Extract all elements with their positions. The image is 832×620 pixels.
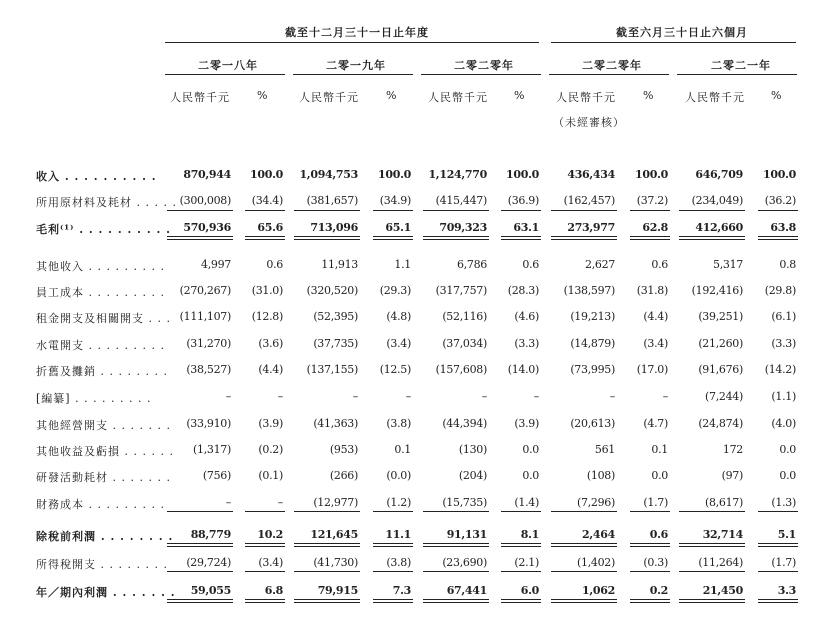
row-label: 水電開支 . . . . . . . . .: [36, 339, 165, 352]
total-rule: [167, 546, 233, 547]
table-cell: 870,944: [183, 168, 231, 181]
total-rule: [294, 602, 360, 603]
group-rule-year: [165, 42, 539, 43]
table-cell: (38,527): [186, 363, 231, 376]
table-cell: (28.3): [507, 284, 539, 297]
table-cell: 0.0: [779, 443, 796, 456]
total-rule: [501, 602, 541, 603]
row-label: 毛利⁽¹⁾ . . . . . . . . . .: [36, 223, 171, 236]
table-cell: 0.0: [651, 469, 668, 482]
table-cell: 65.1: [385, 221, 411, 234]
total-rule: [501, 543, 541, 544]
table-cell: (11,264): [698, 556, 743, 569]
total-rule: [423, 599, 489, 600]
currency-header: 人民幣千元: [685, 91, 745, 104]
subtotal-rule: [758, 210, 798, 211]
total-rule: [373, 239, 413, 240]
total-rule: [294, 543, 360, 544]
table-cell: (39,251): [698, 310, 743, 323]
group-header-year: 截至十二月三十一日止年度: [285, 26, 429, 39]
subtotal-rule: [423, 210, 489, 211]
table-cell: (1.1): [771, 390, 796, 403]
table-cell: (31,270): [186, 337, 231, 350]
row-label: 折舊及攤銷 . . . . . . . .: [36, 365, 168, 378]
table-cell: 6,786: [457, 258, 487, 271]
table-cell: (2.1): [514, 556, 539, 569]
subtotal-rule: [758, 511, 798, 512]
subtotal-rule: [294, 210, 360, 211]
subtotal-rule: [294, 571, 360, 572]
subtotal-rule: [758, 571, 798, 572]
subtotal-rule: [630, 210, 670, 211]
total-rule: [245, 239, 285, 240]
total-rule: [758, 602, 798, 603]
total-rule: [758, 599, 798, 600]
table-cell: (14.0): [507, 363, 539, 376]
subtotal-rule: [630, 571, 670, 572]
table-cell: –: [225, 496, 231, 509]
subtotal-rule: [167, 511, 233, 512]
row-label: 所用原材料及耗材 . . . . .: [36, 196, 177, 209]
table-cell: (756): [202, 469, 231, 482]
total-rule: [679, 546, 745, 547]
table-cell: 11.1: [385, 528, 411, 541]
table-cell: (41,363): [313, 417, 358, 430]
total-rule: [758, 239, 798, 240]
table-cell: (204): [458, 469, 487, 482]
year-header: 二零二零年: [582, 59, 642, 72]
table-cell: (0.0): [386, 469, 411, 482]
table-cell: (37.2): [636, 194, 668, 207]
table-cell: (91,676): [698, 363, 743, 376]
table-cell: (15,735): [442, 496, 487, 509]
currency-header: 人民幣千元: [299, 91, 359, 104]
table-cell: 1,062: [582, 584, 615, 597]
table-cell: (1.7): [771, 556, 796, 569]
table-cell: 0.1: [394, 443, 411, 456]
total-rule: [245, 546, 285, 547]
table-cell: 59,055: [190, 584, 231, 597]
table-cell: (108): [586, 469, 615, 482]
table-cell: (3.4): [643, 337, 668, 350]
table-cell: 5.1: [777, 528, 796, 541]
table-cell: 6.8: [264, 584, 283, 597]
table-cell: 0.0: [522, 443, 539, 456]
table-cell: (157,608): [435, 363, 487, 376]
table-cell: (4.0): [771, 417, 796, 430]
total-rule: [245, 599, 285, 600]
table-cell: (31.8): [636, 284, 668, 297]
total-rule: [167, 599, 233, 600]
table-cell: 3.3: [777, 584, 796, 597]
subtotal-rule: [551, 571, 617, 572]
table-cell: 412,660: [695, 221, 743, 234]
table-cell: (3.8): [386, 417, 411, 430]
subtotal-rule: [551, 210, 617, 211]
table-cell: (0.3): [643, 556, 668, 569]
table-cell: (4.6): [514, 310, 539, 323]
table-cell: 8.1: [520, 528, 539, 541]
table-cell: –: [609, 390, 615, 403]
total-rule: [630, 546, 670, 547]
table-cell: 6.0: [520, 584, 539, 597]
table-cell: 713,096: [310, 221, 358, 234]
total-rule: [373, 236, 413, 237]
table-cell: 0.1: [651, 443, 668, 456]
total-rule: [551, 543, 617, 544]
table-cell: (36.2): [764, 194, 796, 207]
row-label: 租金開支及相關開支 . . .: [36, 312, 171, 325]
table-cell: (4.4): [643, 310, 668, 323]
total-rule: [423, 546, 489, 547]
table-cell: 570,936: [183, 221, 231, 234]
table-cell: 11,913: [321, 258, 358, 271]
table-cell: (953): [329, 443, 358, 456]
subtotal-rule: [167, 571, 233, 572]
year-rule: [165, 74, 285, 75]
table-cell: –: [225, 390, 231, 403]
table-cell: (381,657): [306, 194, 358, 207]
table-cell: 709,323: [439, 221, 487, 234]
table-cell: 100.0: [635, 168, 668, 181]
year-rule: [293, 74, 413, 75]
row-label: [編纂] . . . . . . . . .: [36, 392, 152, 405]
total-rule: [167, 602, 233, 603]
table-cell: 67,441: [446, 584, 487, 597]
table-cell: –: [277, 390, 283, 403]
table-cell: 100.0: [506, 168, 539, 181]
row-label: 研發活動耗材 . . . . . . .: [36, 471, 171, 484]
table-cell: (138,597): [563, 284, 615, 297]
table-cell: 172: [722, 443, 743, 456]
subtotal-rule: [423, 571, 489, 572]
table-cell: 79,915: [317, 584, 358, 597]
total-rule: [423, 602, 489, 603]
table-cell: (3.9): [258, 417, 283, 430]
subtotal-rule: [373, 511, 413, 512]
table-cell: 4,997: [201, 258, 231, 271]
year-header: 二零一九年: [326, 59, 386, 72]
table-cell: (3.4): [258, 556, 283, 569]
table-cell: –: [662, 390, 668, 403]
pct-header: %: [386, 89, 398, 102]
table-cell: –: [277, 496, 283, 509]
table-cell: (415,447): [435, 194, 487, 207]
total-rule: [758, 236, 798, 237]
subtotal-rule: [501, 210, 541, 211]
table-cell: (7,244): [705, 390, 743, 403]
table-cell: 0.6: [649, 528, 668, 541]
table-cell: 1,094,753: [299, 168, 358, 181]
row-label: 其他經營開支 . . . . . . .: [36, 419, 171, 432]
subtotal-rule: [501, 571, 541, 572]
total-rule: [167, 239, 233, 240]
table-cell: 121,645: [310, 528, 358, 541]
table-cell: (34.4): [251, 194, 283, 207]
table-cell: (19,213): [570, 310, 615, 323]
table-cell: (137,155): [306, 363, 358, 376]
table-cell: (12.5): [379, 363, 411, 376]
table-cell: 0.6: [651, 258, 668, 271]
table-cell: (1.7): [643, 496, 668, 509]
table-cell: 91,131: [446, 528, 487, 541]
currency-header: 人民幣千元: [428, 91, 488, 104]
table-cell: (3.8): [386, 556, 411, 569]
table-cell: (3.3): [514, 337, 539, 350]
total-rule: [423, 239, 489, 240]
table-cell: 0.6: [266, 258, 283, 271]
table-cell: 0.2: [649, 584, 668, 597]
subtotal-rule: [167, 210, 233, 211]
year-rule: [549, 74, 669, 75]
total-rule: [679, 239, 745, 240]
table-cell: 0.0: [522, 469, 539, 482]
table-cell: (234,049): [691, 194, 743, 207]
table-cell: 273,977: [567, 221, 615, 234]
table-cell: 21,450: [702, 584, 743, 597]
table-cell: 65.6: [257, 221, 283, 234]
table-cell: (73,995): [570, 363, 615, 376]
table-cell: (14,879): [570, 337, 615, 350]
total-rule: [245, 236, 285, 237]
subtotal-rule: [373, 571, 413, 572]
subtotal-rule: [679, 571, 745, 572]
table-cell: 0.0: [779, 469, 796, 482]
subtotal-rule: [551, 511, 617, 512]
table-cell: (266): [329, 469, 358, 482]
table-cell: –: [352, 390, 358, 403]
table-cell: (1,402): [577, 556, 615, 569]
table-cell: (162,457): [563, 194, 615, 207]
table-cell: 100.0: [250, 168, 283, 181]
table-cell: 561: [594, 443, 615, 456]
total-rule: [167, 236, 233, 237]
table-cell: (29.8): [764, 284, 796, 297]
row-label: 其他收入 . . . . . . . . .: [36, 260, 165, 273]
total-rule: [551, 239, 617, 240]
table-cell: –: [481, 390, 487, 403]
table-cell: (12.8): [251, 310, 283, 323]
subtotal-rule: [501, 511, 541, 512]
table-cell: (130): [458, 443, 487, 456]
table-cell: 10.2: [257, 528, 283, 541]
table-cell: 0.8: [779, 258, 796, 271]
table-cell: (7,296): [577, 496, 615, 509]
pct-header: %: [257, 89, 269, 102]
total-rule: [245, 543, 285, 544]
total-rule: [679, 543, 745, 544]
pct-header: %: [643, 89, 655, 102]
total-rule: [679, 599, 745, 600]
table-cell: (29,724): [186, 556, 231, 569]
table-cell: (37,735): [313, 337, 358, 350]
table-cell: (44,394): [442, 417, 487, 430]
table-cell: (192,416): [691, 284, 743, 297]
pct-header: %: [771, 89, 783, 102]
currency-header: 人民幣千元: [556, 91, 616, 104]
currency-header: 人民幣千元: [170, 91, 230, 104]
row-label: 除稅前利潤 . . . . . . . .: [36, 530, 174, 543]
table-cell: 2,464: [582, 528, 615, 541]
table-cell: 62.8: [642, 221, 668, 234]
year-header: 二零二一年: [711, 59, 771, 72]
table-cell: 100.0: [378, 168, 411, 181]
table-cell: (317,757): [435, 284, 487, 297]
total-rule: [630, 602, 670, 603]
table-cell: (3.3): [771, 337, 796, 350]
table-cell: (34.9): [379, 194, 411, 207]
table-cell: (1,317): [193, 443, 231, 456]
table-cell: (33,910): [186, 417, 231, 430]
total-rule: [294, 239, 360, 240]
table-cell: (4.7): [643, 417, 668, 430]
year-rule: [677, 74, 797, 75]
table-cell: 646,709: [695, 168, 743, 181]
table-cell: (52,395): [313, 310, 358, 323]
row-label: 財務成本 . . . . . . . . .: [36, 498, 165, 511]
total-rule: [294, 599, 360, 600]
table-cell: (97): [721, 469, 743, 482]
table-cell: (31.0): [251, 284, 283, 297]
table-cell: –: [533, 390, 539, 403]
table-cell: (111,107): [179, 310, 231, 323]
subtotal-rule: [245, 210, 285, 211]
table-cell: (8,617): [705, 496, 743, 509]
table-cell: 63.1: [513, 221, 539, 234]
subtotal-rule: [630, 511, 670, 512]
total-rule: [423, 543, 489, 544]
subtotal-rule: [245, 511, 285, 512]
row-label: 員工成本 . . . . . . . . .: [36, 286, 165, 299]
table-cell: (21,260): [698, 337, 743, 350]
table-cell: (12,977): [313, 496, 358, 509]
table-cell: (3.6): [258, 337, 283, 350]
total-rule: [373, 599, 413, 600]
total-rule: [501, 599, 541, 600]
table-cell: (52,116): [442, 310, 487, 323]
subtotal-rule: [423, 511, 489, 512]
group-rule-half: [551, 42, 796, 43]
table-cell: (23,690): [442, 556, 487, 569]
total-rule: [630, 599, 670, 600]
table-cell: (24,874): [698, 417, 743, 430]
table-cell: 5,317: [713, 258, 743, 271]
table-cell: (300,008): [179, 194, 231, 207]
table-cell: (14.2): [764, 363, 796, 376]
total-rule: [551, 599, 617, 600]
total-rule: [630, 239, 670, 240]
table-cell: –: [405, 390, 411, 403]
total-rule: [679, 602, 745, 603]
total-rule: [373, 602, 413, 603]
subtotal-rule: [679, 210, 745, 211]
row-label: 其他收益及虧損 . . . . . .: [36, 445, 174, 458]
total-rule: [501, 236, 541, 237]
table-cell: 0.6: [522, 258, 539, 271]
table-cell: (29.3): [379, 284, 411, 297]
pct-header: %: [514, 89, 526, 102]
row-label: 收入 . . . . . . . . . .: [36, 170, 157, 183]
total-rule: [679, 236, 745, 237]
table-cell: 2,627: [585, 258, 615, 271]
total-rule: [551, 236, 617, 237]
subtotal-rule: [294, 511, 360, 512]
total-rule: [423, 236, 489, 237]
subtotal-rule: [245, 571, 285, 572]
total-rule: [373, 543, 413, 544]
total-rule: [758, 546, 798, 547]
table-cell: (1.4): [514, 496, 539, 509]
table-cell: 88,779: [190, 528, 231, 541]
group-header-half: 截至六月三十日止六個月: [616, 26, 748, 39]
table-cell: 32,714: [702, 528, 743, 541]
total-rule: [551, 546, 617, 547]
table-cell: (270,267): [179, 284, 231, 297]
table-cell: (6.1): [771, 310, 796, 323]
table-cell: (0.1): [258, 469, 283, 482]
total-rule: [630, 236, 670, 237]
total-rule: [245, 602, 285, 603]
row-label: 年／期內利潤 . . . . . . .: [36, 586, 176, 599]
total-rule: [167, 543, 233, 544]
table-cell: (4.4): [258, 363, 283, 376]
table-cell: (20,613): [570, 417, 615, 430]
table-cell: 63.8: [770, 221, 796, 234]
table-cell: (0.2): [258, 443, 283, 456]
table-cell: (36.9): [507, 194, 539, 207]
unaudited-note: （未經審核）: [553, 116, 625, 129]
year-header: 二零一八年: [198, 59, 258, 72]
subtotal-rule: [679, 511, 745, 512]
table-cell: (4.8): [386, 310, 411, 323]
table-cell: (41,730): [313, 556, 358, 569]
table-cell: (1.2): [386, 496, 411, 509]
row-label: 所得稅開支 . . . . . . . .: [36, 558, 168, 571]
year-rule: [421, 74, 541, 75]
year-header: 二零二零年: [454, 59, 514, 72]
table-cell: (320,520): [306, 284, 358, 297]
total-rule: [294, 236, 360, 237]
table-cell: (1.3): [771, 496, 796, 509]
total-rule: [758, 543, 798, 544]
total-rule: [551, 602, 617, 603]
table-cell: 436,434: [567, 168, 615, 181]
table-cell: 1.1: [394, 258, 411, 271]
table-cell: 7.3: [392, 584, 411, 597]
table-cell: (3.9): [514, 417, 539, 430]
subtotal-rule: [373, 210, 413, 211]
total-rule: [501, 239, 541, 240]
table-cell: (17.0): [636, 363, 668, 376]
total-rule: [501, 546, 541, 547]
total-rule: [373, 546, 413, 547]
table-cell: 100.0: [763, 168, 796, 181]
total-rule: [294, 546, 360, 547]
total-rule: [630, 543, 670, 544]
table-cell: (3.4): [386, 337, 411, 350]
table-cell: 1,124,770: [428, 168, 487, 181]
table-cell: (37,034): [442, 337, 487, 350]
